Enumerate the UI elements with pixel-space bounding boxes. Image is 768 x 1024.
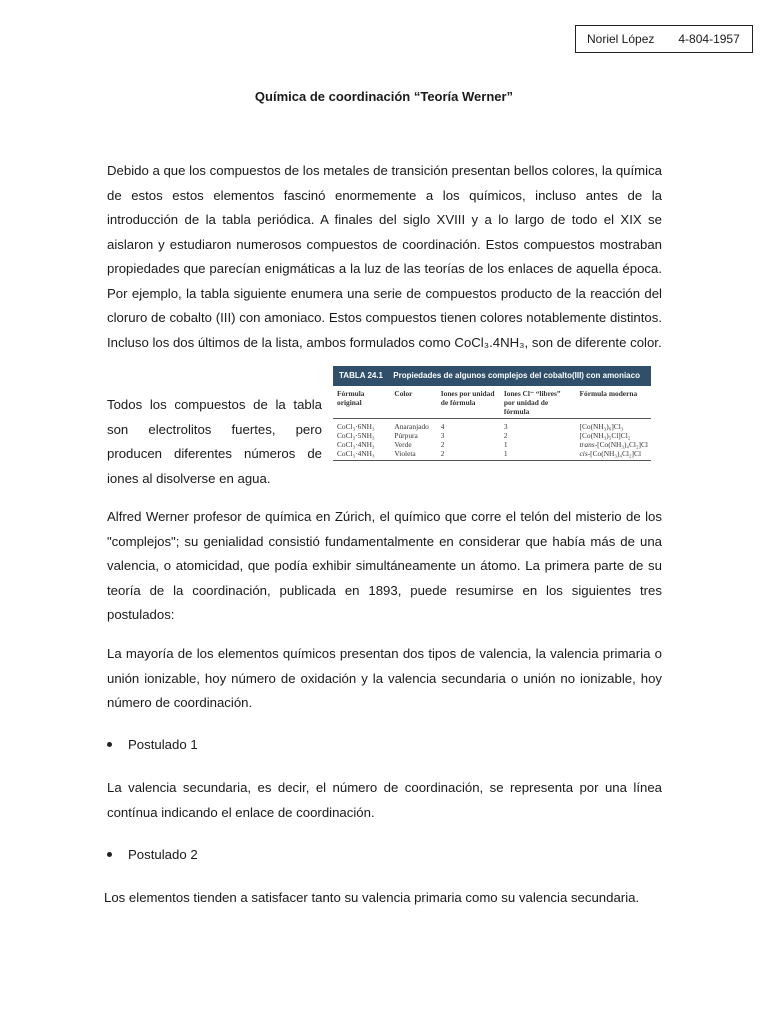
table-header-cell: Iones Cl⁻ “libres” por unidad de fórmula <box>500 386 576 419</box>
table-row <box>333 419 651 432</box>
author-name: Noriel López <box>587 32 655 46</box>
author-id: 4-804-1957 <box>678 32 740 46</box>
table-caption-text: Propiedades de algunos complejos del cobalto(III) con amoniaco <box>393 371 640 380</box>
table-cell: [Co(NH₃)₅Cl]Cl₂ <box>579 431 631 440</box>
table-cell: 2 <box>440 440 445 449</box>
table-header-cell: Fórmula moderna <box>575 386 651 419</box>
bullet-label: Postulado 1 <box>128 737 198 752</box>
table-caption-number: TABLA 24.1 <box>339 371 384 380</box>
intro-text: Debido a que los compuestos de los metales de transición presentan bellos colores, la química de estos estos elementos fascinó enormemente a los químicos, incluso antes de la introducción de la tabla periódica. A finales del siglo XVIII y a lo largo de todo el XIX se aislaron y estudiaron numerosos compuestos de coordinación. Estos compuestos mostraban propiedades que parecían enigmáticas a la luz de las teorías de los enlaces de aquella época. Por ejemplo, la tabla siguiente enumera una serie de compuestos producto de la reacción del cloruro de cobalto (III) con amoniaco. Estos compuestos tienen colores notablemente distintos. Incluso los dos últimos de la lista, ambos formulados como CoCl₃.4NH₃, son de diferente color. <box>107 163 662 350</box>
bullet-dot-icon <box>107 742 112 747</box>
table-row <box>333 431 651 440</box>
table-cell: 4 <box>440 422 445 431</box>
table-cell: 3 <box>503 422 508 431</box>
table-cell: CoCl₃·4NH₃ <box>337 440 375 449</box>
table-caption <box>333 366 651 386</box>
table-cell: CoCl₃·5NH₃ <box>337 431 375 440</box>
table-cell: 1 <box>503 440 508 449</box>
table-grid <box>333 386 651 461</box>
table-header-cell: Fórmula original <box>333 386 390 419</box>
postulado2-paragraph: Los elementos tienden a satisfacer tanto su valencia primaria como su valencia secundaria. <box>104 890 640 905</box>
table-cell: Anaranjado <box>394 422 429 431</box>
table-row <box>333 440 651 449</box>
bullet-label: Postulado 2 <box>128 847 198 862</box>
table-row <box>333 449 651 461</box>
bullet-postulado-2 <box>107 845 198 865</box>
author-box <box>575 25 753 53</box>
table-header-cell: Iones por unidad de fórmula <box>437 386 500 419</box>
table-header-cell: Color <box>390 386 436 419</box>
bullet-dot-icon <box>107 852 112 857</box>
postulado1-paragraph: La valencia secundaria, es decir, el número de coordinación, se representa por una línea contínua indicando el enlace de coordinación. <box>107 780 662 820</box>
table-cell: 1 <box>500 449 576 461</box>
table-cell: 2 <box>503 431 508 440</box>
valencias-paragraph: La mayoría de los elementos químicos presentan dos tipos de valencia, la valencia primaria o unión ionizable, hoy número de oxidación y la valencia secundaria o unión no ionizable, hoy número de coordinación. <box>107 646 662 710</box>
intro-paragraph <box>107 159 662 355</box>
table-cell: CoCl₃·6NH₃ <box>337 422 375 431</box>
table-cell: CoCl₃·4NH₃ <box>333 449 390 461</box>
werner-paragraph: Alfred Werner profesor de química en Zúrich, el químico que corre el telón del misterio de los "complejos"; su genialidad consistió fundamentalmente en considerar que había más de una valencia, o atomicidad, que podía exhibir simultáneamente un átomo. La primera parte de su teoría de la coordinación, publicada en 1893, puede resumirse en los siguientes tres postulados: <box>107 509 662 622</box>
table-cell: [Co(NH₃)₆]Cl₃ <box>579 422 624 431</box>
cobalt-complexes-table <box>333 366 651 488</box>
page-title: Química de coordinación “Teoría Werner” <box>254 89 514 104</box>
electrolytes-paragraph: Todos los compuestos de la tabla son electrolitos fuertes, pero producen diferentes números de iones al disolverse en agua. <box>107 397 322 486</box>
table-cell: cis-[Co(NH₃)₄Cl₂]Cl <box>575 449 651 461</box>
table-cell: trans-[Co(NH₃)₄Cl₂]Cl <box>579 440 648 449</box>
table-cell: Violeta <box>390 449 436 461</box>
table-cell: Verde <box>394 440 412 449</box>
table-cell: 2 <box>437 449 500 461</box>
bullet-postulado-1 <box>107 735 198 755</box>
table-cell: 3 <box>440 431 445 440</box>
table-cell: Púrpura <box>394 431 418 440</box>
